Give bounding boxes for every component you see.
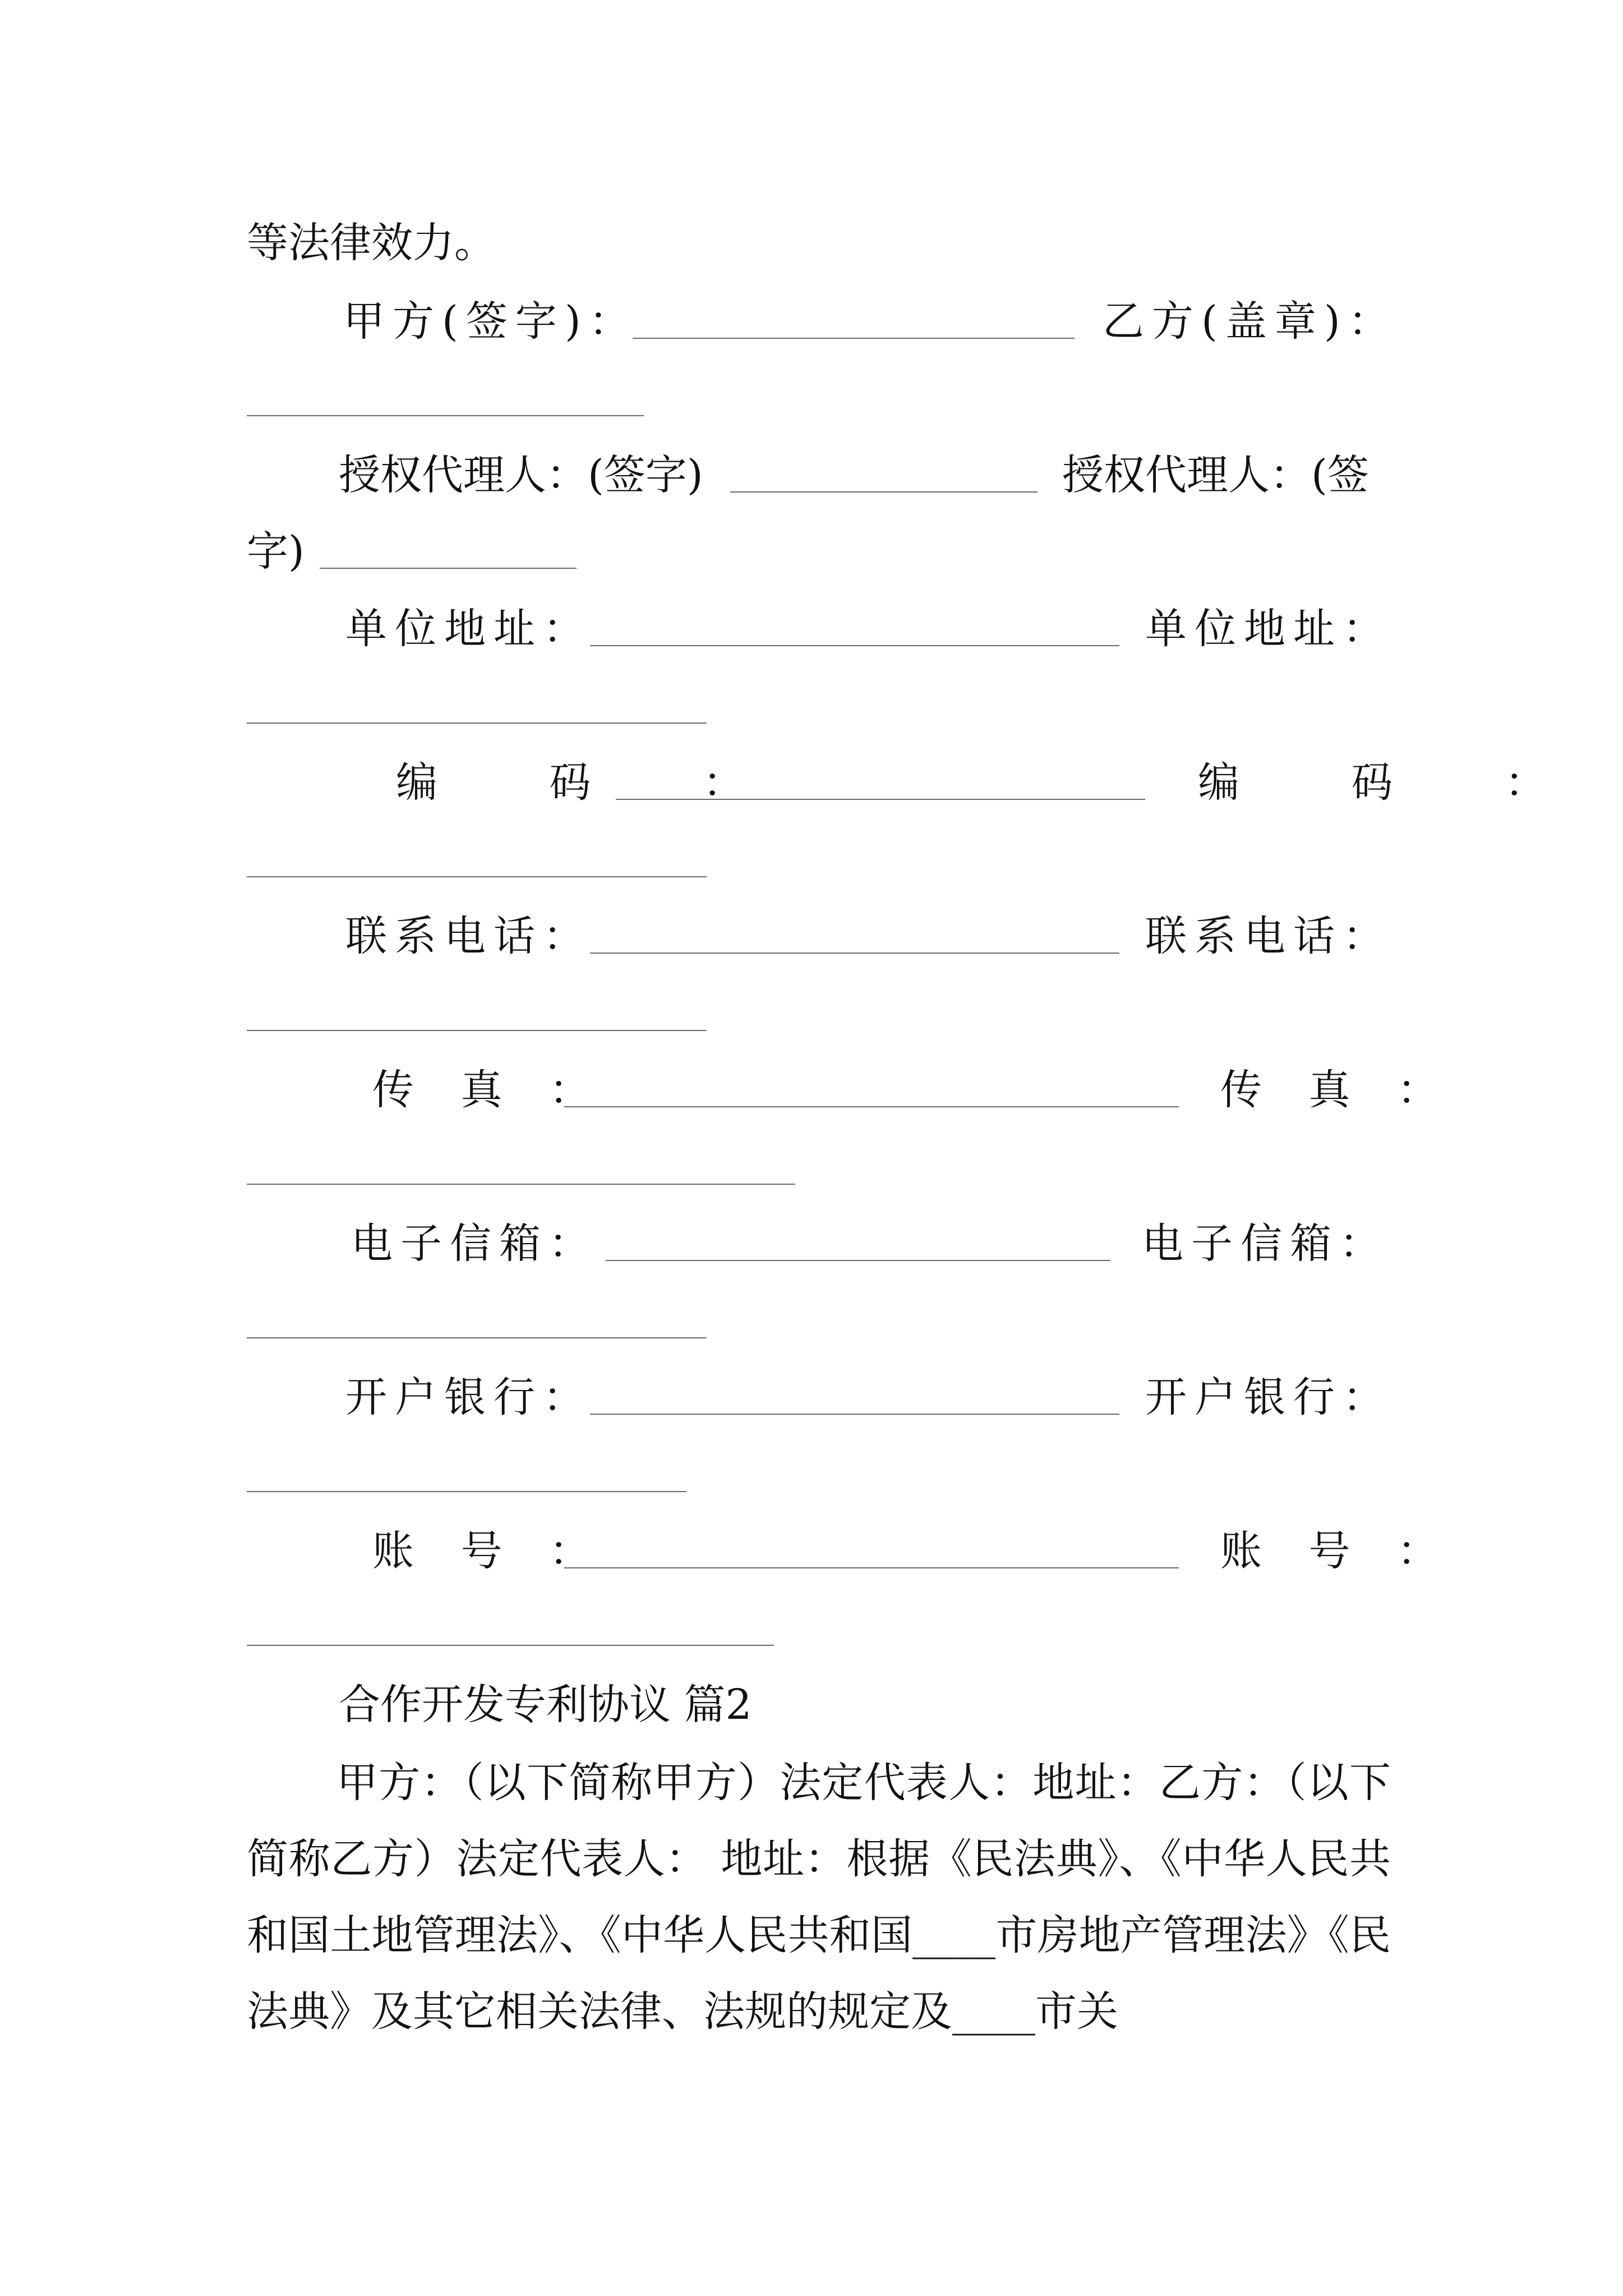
- fax-b-line: [247, 1184, 795, 1185]
- agent-b-sign-line: [320, 568, 577, 569]
- party-b-seal-label: 乙方(盖章)：: [1103, 297, 1398, 346]
- section-title: 合作开发专利协议 篇2: [339, 1681, 752, 1729]
- postcode-a-label: 编 码 ：: [396, 758, 794, 807]
- phone-a-line: [590, 953, 1119, 954]
- address-b-label: 单位地址：: [1145, 605, 1392, 653]
- party-a-sign-line: [633, 338, 1075, 339]
- agent-a-label: 授权代理人：(签字): [339, 451, 703, 499]
- address-a-label: 单位地址：: [345, 605, 592, 653]
- account-a-line: [564, 1567, 1179, 1568]
- bank-a-line: [590, 1414, 1119, 1415]
- email-b-label: 电子信箱：: [1142, 1220, 1389, 1268]
- fax-b-label: 传 真 ：: [1220, 1066, 1456, 1114]
- address-b-line: [247, 723, 707, 724]
- account-a-label: 账 号 ：: [372, 1527, 608, 1575]
- email-b-line: [247, 1337, 707, 1338]
- postcode-b-line: [247, 876, 707, 877]
- phone-b-label: 联系电话：: [1145, 912, 1392, 960]
- continuation-text: 等法律效力。: [247, 219, 496, 267]
- party-a-sign-label: 甲方(签字)：: [343, 297, 638, 346]
- phone-b-line: [247, 1030, 707, 1031]
- body-paragraph: 甲方：（以下简称甲方）法定代表人：地址：乙方：（以下简称乙方）法定代表人： 地址：根据《民法典》、《中华人民共和国土地管理法》、《中华人民共和国____市房地产管理法》《民法典》及其它相关法律、法规的规定及____市关: [247, 1759, 1391, 2036]
- email-a-line: [606, 1260, 1110, 1261]
- account-b-label: 账 号 ：: [1220, 1527, 1456, 1575]
- bank-b-label: 开户银行：: [1145, 1373, 1392, 1421]
- address-a-line: [590, 645, 1119, 646]
- email-a-label: 电子信箱：: [351, 1220, 598, 1268]
- agent-b-label-cont: 字): [247, 527, 305, 576]
- account-b-line: [247, 1645, 774, 1646]
- postcode-b-label: 编 码 ：: [1198, 758, 1596, 807]
- postcode-a-line: [616, 799, 1145, 800]
- fax-a-line: [564, 1106, 1179, 1107]
- party-b-seal-line: [247, 415, 644, 416]
- bank-a-label: 开户银行：: [345, 1373, 592, 1421]
- bank-b-line: [247, 1491, 686, 1492]
- agent-a-sign-line: [730, 491, 1038, 493]
- fax-a-label: 传 真 ：: [372, 1066, 608, 1114]
- phone-a-label: 联系电话：: [345, 912, 592, 960]
- agent-b-label: 授权代理人：(签: [1062, 451, 1369, 499]
